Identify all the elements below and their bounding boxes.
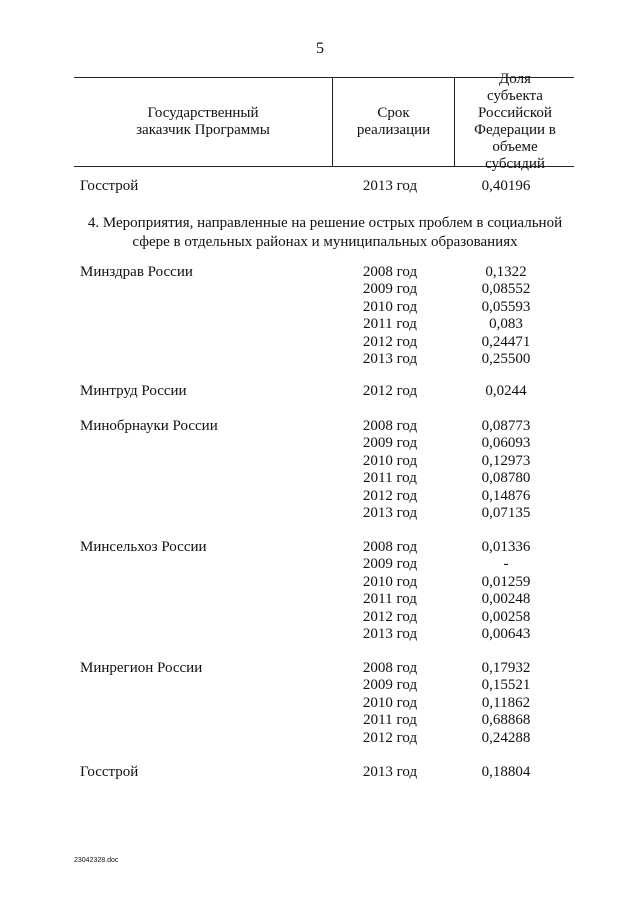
row-value: 0,00248 [481,591,531,608]
row-year: 2008 год [362,660,418,676]
table-row [0,452,640,470]
row-value: 0,00643 [481,626,531,642]
row-value: 0,40196 [481,178,531,194]
table-row [0,676,640,694]
row-year: 2009 год [362,677,418,694]
row-year: 2008 год [362,418,418,434]
table-row [0,469,640,487]
table-row [0,711,640,729]
row-value: 0,25500 [481,351,531,367]
row-year: 2011 год [363,316,417,333]
row-value: 0,11862 [481,694,531,711]
table-row [0,434,640,452]
row-value: 0,15521 [481,677,531,694]
row-value: 0,68868 [481,712,531,729]
table-row [0,625,640,643]
row-year: 2011 год [363,712,417,729]
table-row [0,333,640,351]
row-year: 2013 год [362,764,418,780]
row-year: 2013 год [362,178,418,194]
row-year: 2009 год [362,435,418,452]
table-row [0,382,640,400]
table-row [0,487,640,505]
table-row [0,504,640,522]
table-header [74,71,574,172]
row-year: 2012 год [362,729,418,746]
row-year: 2009 год [362,281,418,298]
header-customer: Государственный заказчик Программы [136,105,270,138]
row-year: 2010 год [362,298,418,315]
row-value: 0,08552 [481,281,531,298]
row-value: 0,05593 [481,298,531,315]
footer-filename: 23042328.doc [74,857,119,864]
row-value: 0,08780 [481,470,531,487]
page-number: 5 [316,40,324,57]
table-row [0,315,640,333]
row-year: 2008 год [362,539,418,555]
section-title: 4. Мероприятия, направленные на решение острых проблем в социальной сфере в отдельных районах и муниципальных образованиях [87,215,563,250]
row-year: 2012 год [362,608,418,625]
row-year: 2013 год [362,505,418,521]
row-value: 0,14876 [481,487,531,504]
table-row [0,694,640,712]
row-customer: Минсельхоз России [80,539,207,555]
row-year: 2010 год [362,573,418,590]
row-value: 0,17932 [481,660,531,676]
row-year: 2010 год [362,694,418,711]
row-year: 2013 год [362,351,418,367]
row-value: 0,07135 [481,505,531,521]
row-year: 2012 год [362,487,418,504]
row-customer: Минрегион России [80,660,203,676]
row-year: 2011 год [363,591,417,608]
row-year: 2008 год [362,264,418,280]
row-value: 0,01336 [481,539,531,555]
row-customer: Минобрнауки России [80,418,218,434]
row-value: 0,12973 [481,452,531,469]
row-year: 2013 год [362,626,418,642]
row-value: 0,06093 [481,435,531,452]
row-customer: Минздрав России [80,264,193,280]
row-value: - [503,556,509,573]
row-year: 2012 год [362,333,418,350]
row-year: 2009 год [362,556,418,573]
table-row [0,298,640,316]
table-row [0,590,640,608]
table-row [0,659,640,677]
table-row [0,555,640,573]
table-row [0,729,640,747]
table-row [0,763,640,781]
table-row [0,608,640,626]
row-value: 0,08773 [481,418,531,434]
table-row [0,263,640,281]
row-value: 0,01259 [481,573,531,590]
table-row [0,538,640,556]
table-row [0,350,640,368]
intro-row [0,177,640,195]
row-year: 2012 год [362,383,418,399]
header-share: Доля субъекта Российской Федерации в объеме субсидий [474,71,556,172]
header-period: Срок реализации [332,78,455,166]
row-customer: Госстрой [80,764,139,780]
row-value: 0,24288 [481,729,531,746]
row-year: 2011 год [363,470,417,487]
row-year: 2010 год [362,452,418,469]
row-value: 0,18804 [481,764,531,780]
row-value: 0,24471 [481,333,531,350]
row-value: 0,083 [489,316,523,333]
row-value: 0,1322 [485,264,527,280]
table-row [0,573,640,591]
row-value: 0,0244 [485,383,527,399]
row-customer: Госстрой [80,178,139,194]
row-customer: Минтруд России [80,383,187,399]
table-row [0,280,640,298]
row-value: 0,00258 [481,608,531,625]
table-row [0,417,640,435]
